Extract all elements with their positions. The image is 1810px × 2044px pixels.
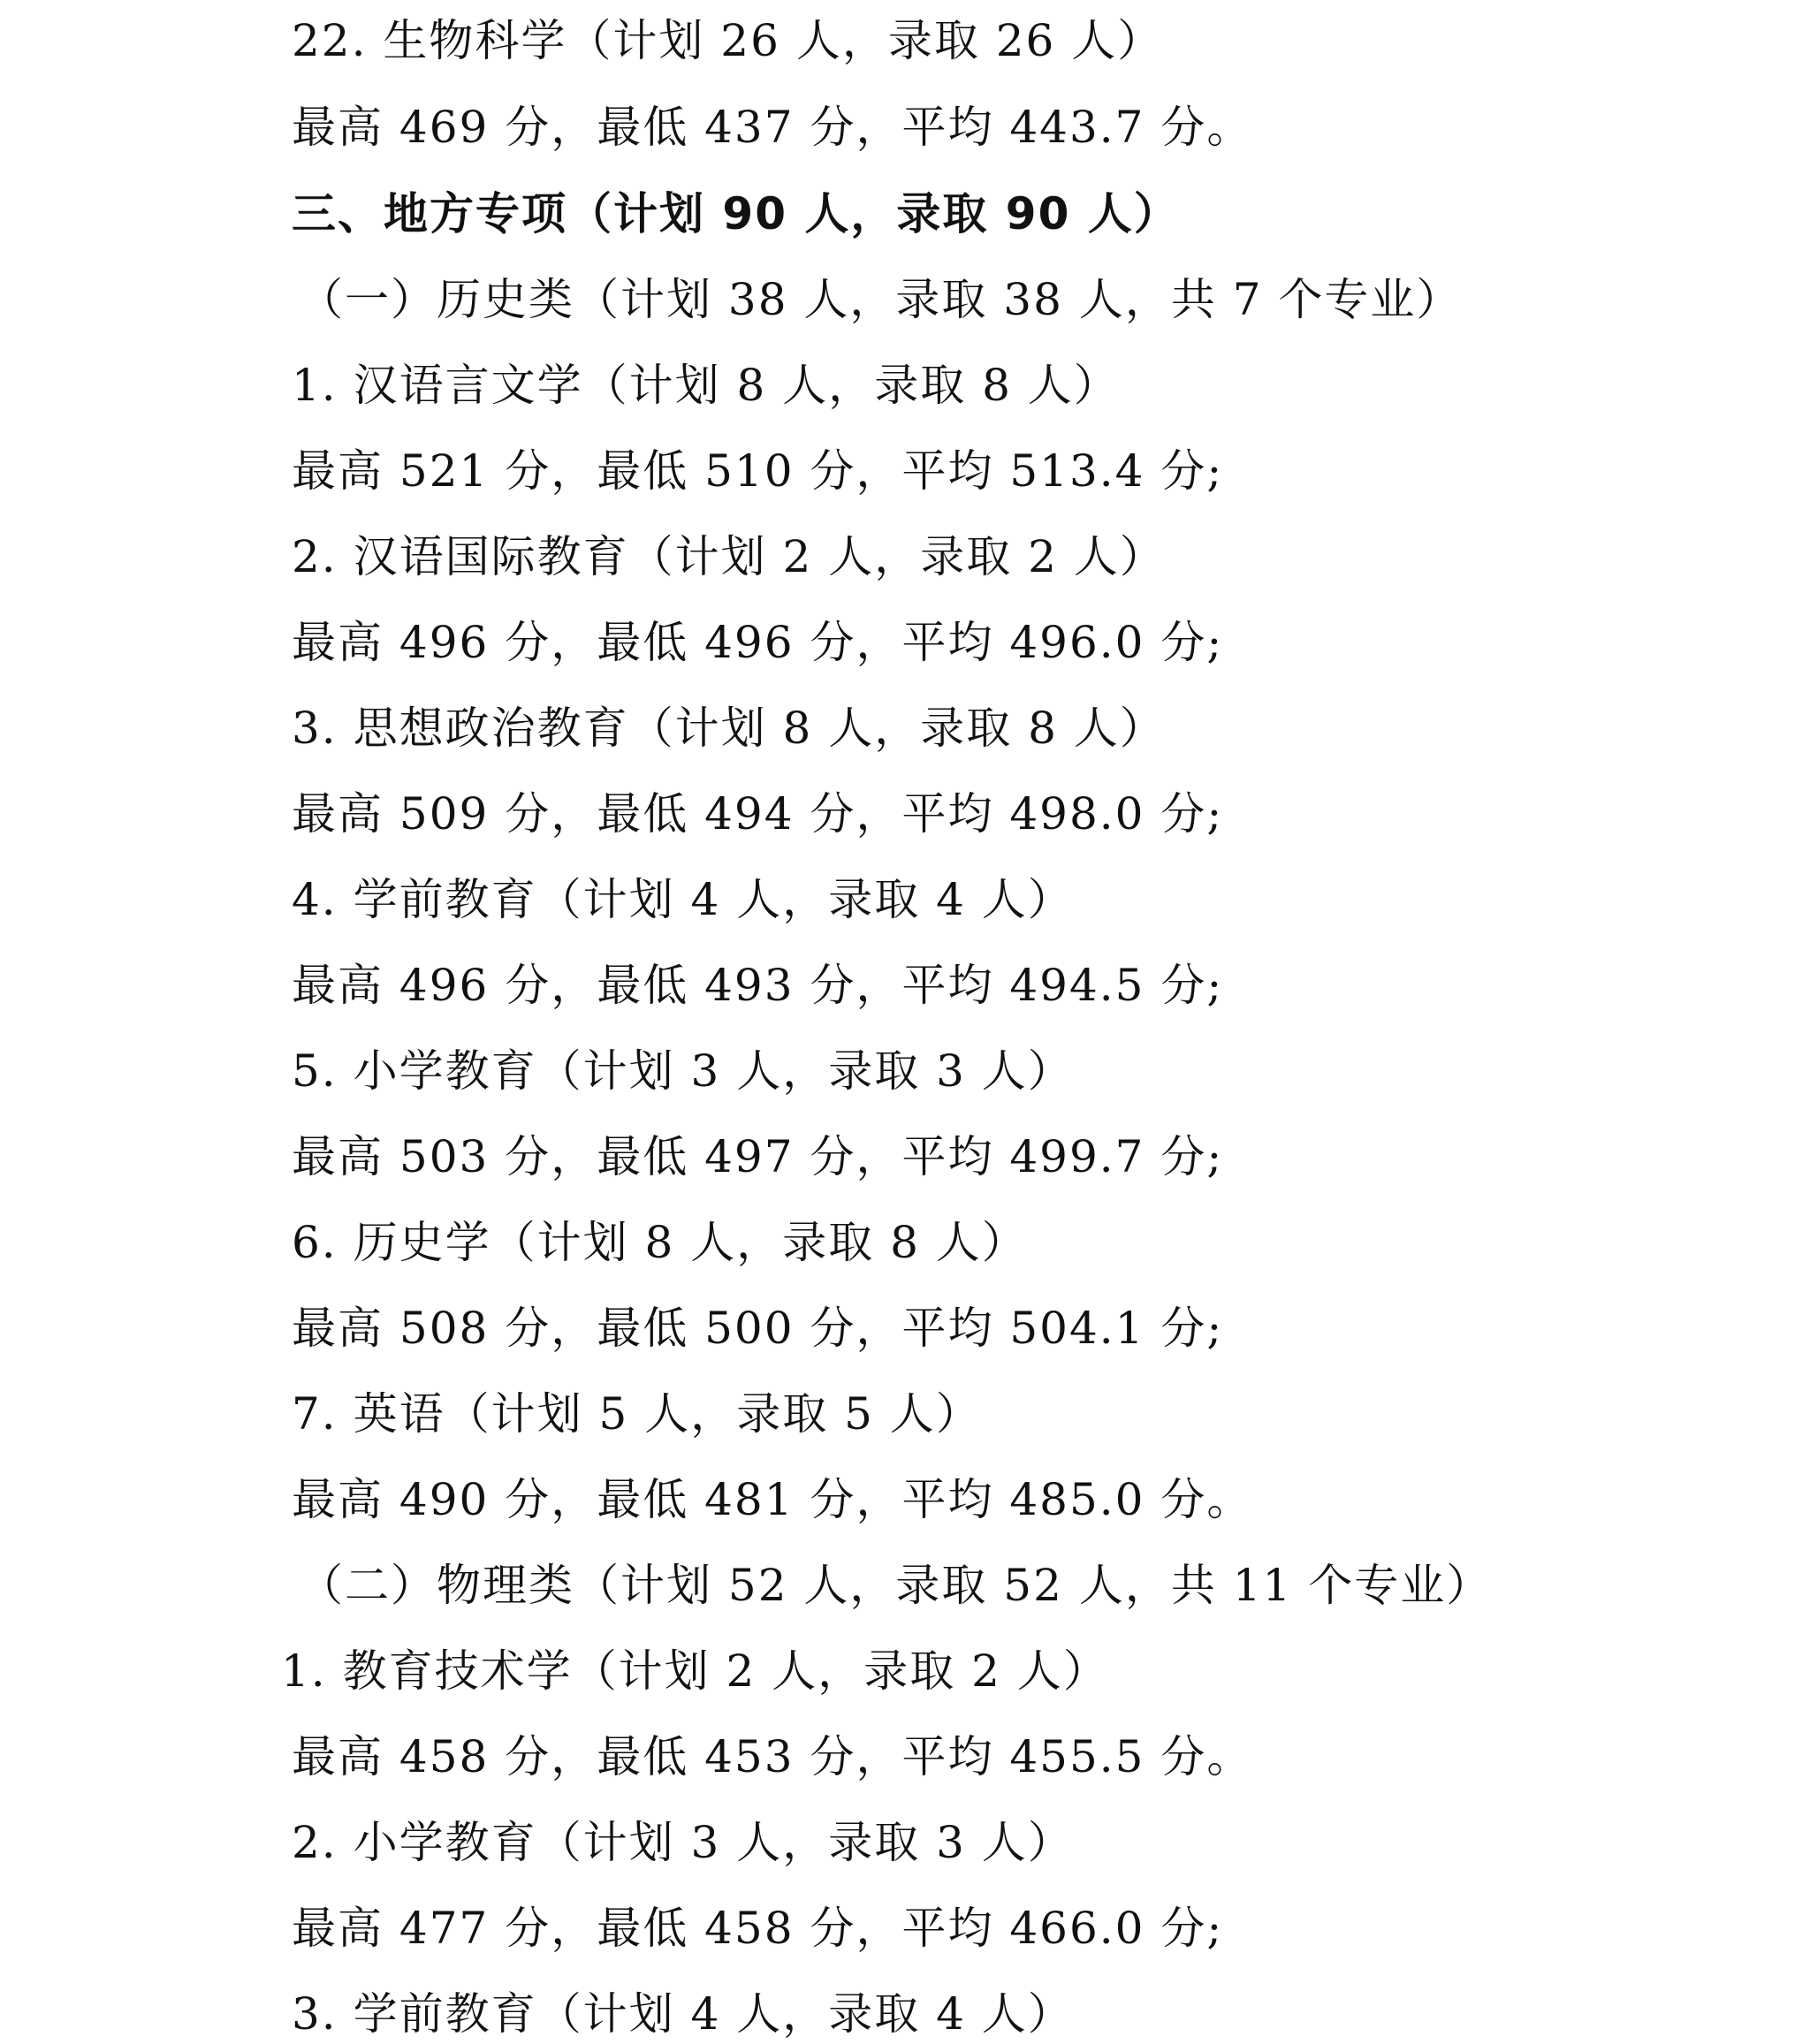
category-heading: （二）物理类（计划 52 人，录取 52 人，共 11 个专业）: [299, 1560, 1493, 1611]
category-heading: （一）历史类（计划 38 人，录取 38 人，共 7 个专业）: [299, 274, 1463, 325]
major-line: 6. 历史学（计划 8 人，录取 8 人）: [292, 1217, 1028, 1268]
score-line: 最高 458 分，最低 453 分，平均 455.5 分。: [292, 1731, 1253, 1782]
score-line: 最高 509 分，最低 494 分，平均 498.0 分;: [292, 788, 1224, 840]
score-line: 最高 508 分，最低 500 分，平均 504.1 分;: [292, 1303, 1224, 1354]
major-line: 3. 思想政治教育（计划 8 人，录取 8 人）: [292, 703, 1166, 754]
major-line: 1. 教育技术学（计划 2 人，录取 2 人）: [281, 1645, 1109, 1697]
score-line: 最高 496 分，最低 496 分，平均 496.0 分;: [292, 617, 1224, 668]
score-line: 最高 469 分，最低 437 分，平均 443.7 分。: [292, 102, 1253, 153]
major-line: 7. 英语（计划 5 人，录取 5 人）: [292, 1388, 982, 1440]
major-line: 4. 学前教育（计划 4 人，录取 4 人）: [292, 874, 1074, 925]
section-heading: 三、地方专项（计划 90 人，录取 90 人）: [292, 188, 1180, 239]
score-line: 最高 503 分，最低 497 分，平均 499.7 分;: [292, 1131, 1224, 1182]
major-line: 1. 汉语言文学（计划 8 人，录取 8 人）: [292, 360, 1120, 411]
major-line: 2. 小学教育（计划 3 人，录取 3 人）: [292, 1817, 1074, 1868]
score-line: 最高 490 分，最低 481 分，平均 485.0 分。: [292, 1474, 1253, 1525]
major-line: 3. 学前教育（计划 4 人，录取 4 人）: [292, 1988, 1074, 2040]
major-line: 5. 小学教育（计划 3 人，录取 3 人）: [292, 1045, 1074, 1097]
score-line: 最高 477 分，最低 458 分，平均 466.0 分;: [292, 1903, 1224, 1954]
score-line: 最高 521 分，最低 510 分，平均 513.4 分;: [292, 445, 1224, 497]
major-line: 2. 汉语国际教育（计划 2 人，录取 2 人）: [292, 531, 1166, 582]
major-line: 22. 生物科学（计划 26 人，录取 26 人）: [292, 15, 1164, 66]
score-line: 最高 496 分，最低 493 分，平均 494.5 分;: [292, 960, 1224, 1011]
